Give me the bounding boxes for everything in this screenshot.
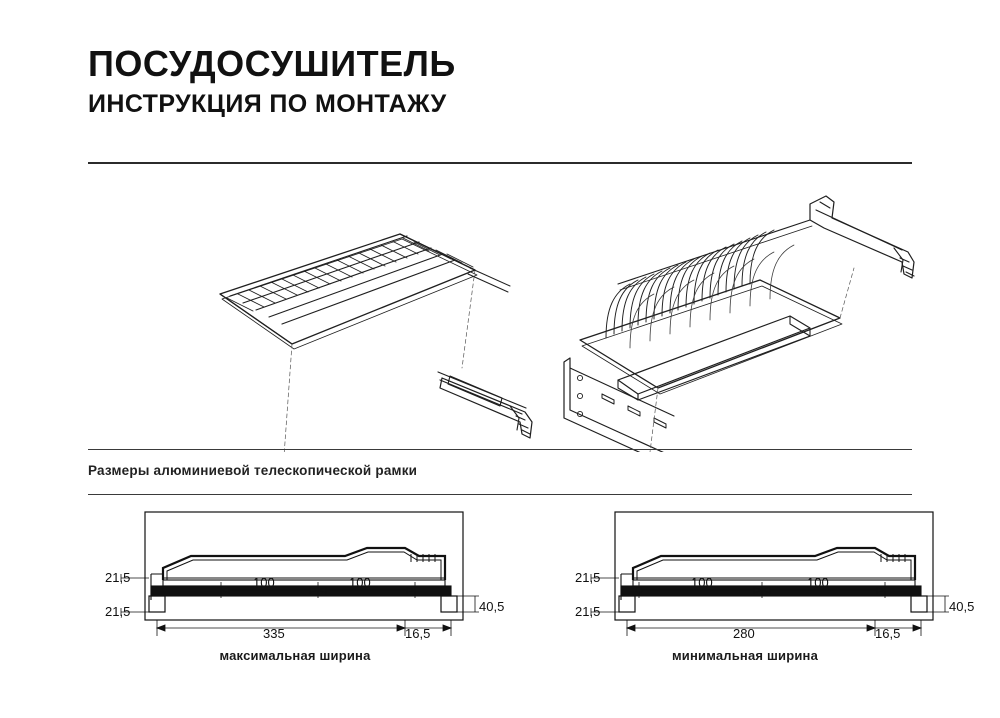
left-figure-right-bracket: [438, 372, 532, 438]
max-width-section-drawing: [105, 508, 505, 658]
min-width-section-drawing: [575, 508, 975, 658]
left-wire-tray: [190, 234, 532, 452]
dim-max-offset: 16,5: [405, 626, 431, 641]
divider-bottom: [88, 494, 912, 495]
dim-min-inner-right: 100: [807, 575, 829, 590]
right-figure-front-rail: [618, 316, 810, 400]
page-title-block: [88, 43, 456, 118]
dim-min-offset: 16,5: [875, 626, 901, 641]
page-title: ПОСУДОСУШИТЕЛЬ: [88, 43, 456, 84]
dim-max-inner-left: 100: [253, 575, 275, 590]
divider-top: [88, 162, 912, 164]
exploded-views-illustration: [70, 172, 950, 452]
frames-section-caption: Размеры алюминиевой телескопической рамки: [88, 463, 418, 478]
right-plate-rack: [564, 196, 914, 452]
max-width-caption: максимальная ширина: [219, 648, 371, 663]
dim-min-left-bottom: 21,5: [575, 604, 601, 619]
right-figure-right-bracket: [810, 196, 914, 278]
dim-min-right: 40,5: [949, 599, 975, 614]
dim-min-total: 280: [733, 626, 755, 641]
page-subtitle: ИНСТРУКЦИЯ ПО МОНТАЖУ: [88, 90, 447, 118]
dim-max-left-bottom: 21,5: [105, 604, 131, 619]
dim-max-total: 335: [263, 626, 285, 641]
dim-max-inner-right: 100: [349, 575, 371, 590]
dim-max-right: 40,5: [479, 599, 505, 614]
dim-max-left-top: 21,5: [105, 570, 131, 585]
min-width-caption: минимальная ширина: [671, 648, 819, 663]
dim-min-inner-left: 100: [691, 575, 713, 590]
dim-min-left-top: 21,5: [575, 570, 601, 585]
divider-middle: [88, 449, 912, 450]
